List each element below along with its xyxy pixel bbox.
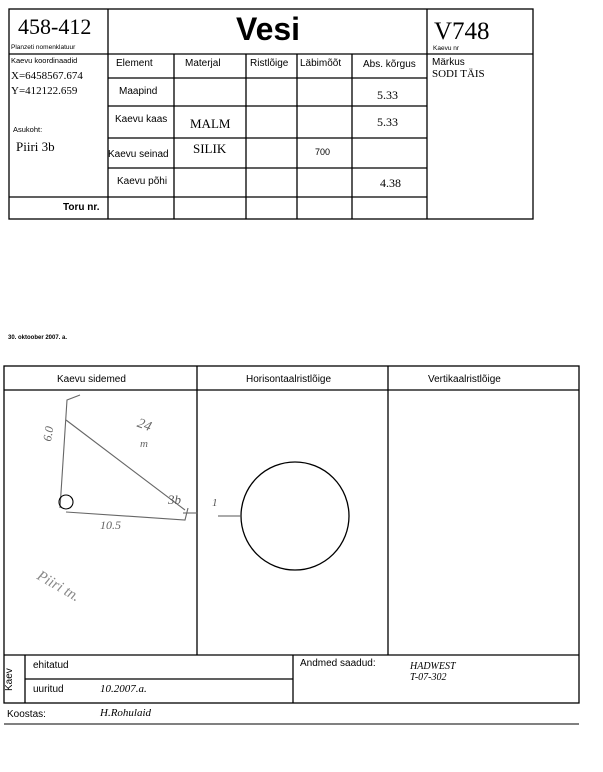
row-elevation: 5.33 (377, 115, 398, 129)
sketch-dim-c: 3b (168, 492, 181, 507)
section-horizontal: Horisontaalristlõige (246, 374, 332, 385)
sketch-dim-b-unit: m (140, 438, 148, 450)
well-circle (241, 462, 349, 570)
surveyed-value: 10.2007.a. (100, 683, 147, 695)
compiled-value: H.Rohulaid (100, 707, 152, 719)
pipe-label: Toru nr. (63, 202, 100, 213)
col-header-material: Materjal (185, 58, 221, 69)
surveyed-label: uuritud (33, 684, 64, 695)
built-label: ehitatud (33, 660, 69, 671)
well-number: V748 (434, 18, 490, 45)
col-header-elevation: Abs. kõrgus (363, 59, 416, 70)
row-element: Kaevu seinad (108, 149, 169, 160)
coordinate-x: X=6458567.674 (11, 70, 83, 82)
coordinates-label: Kaevu koordinaadid (11, 56, 78, 65)
row-material: MALM (190, 116, 231, 131)
well-caption: Kaevu nr (433, 45, 460, 52)
sheet-number: 458-412 (18, 14, 92, 39)
date-stamp: 30. oktoober 2007. a. (8, 335, 68, 341)
row-diameter: 700 (315, 147, 331, 157)
data-source-ref: T-07-302 (410, 672, 447, 683)
compiled-label: Koostas: (7, 709, 46, 720)
row-element: Maapind (119, 86, 158, 97)
location-value: Piiri 3b (16, 139, 55, 154)
row-element: Kaevu kaas (115, 114, 168, 125)
data-source-label: Andmed saadud: (300, 658, 376, 669)
page-title: Vesi (236, 11, 301, 47)
well-side-label: Kaev (4, 668, 15, 691)
col-header-element: Element (116, 58, 153, 69)
sketch-dim-b: 24 (135, 416, 154, 435)
remarks-value: SODI TÄIS (432, 68, 485, 80)
col-header-cross-section: Ristlõige (250, 58, 289, 69)
row-element: Kaevu põhi (117, 176, 168, 187)
sketch-dim-a: 6.0 (40, 425, 57, 443)
row-material: SILIK (193, 141, 227, 156)
sketch-pipe-mark: 1 (212, 497, 218, 509)
coordinate-y: Y=412122.659 (11, 85, 78, 97)
section-vertical: Vertikaalristlõige (428, 374, 501, 385)
row-elevation: 4.38 (380, 176, 401, 190)
sheet-caption: Planzeti nomenklatuur (11, 44, 76, 51)
row-elevation: 5.33 (377, 88, 398, 102)
data-source-value: HADWEST (410, 661, 456, 672)
location-label: Asukoht: (13, 125, 43, 134)
sketch-street-note: Piiri tn. (34, 568, 83, 606)
remarks-label: Märkus (432, 57, 465, 68)
sketch-dim-d: 10.5 (100, 518, 121, 532)
section-connections: Kaevu sidemed (57, 374, 126, 385)
col-header-diameter: Läbimõõt (300, 58, 342, 69)
